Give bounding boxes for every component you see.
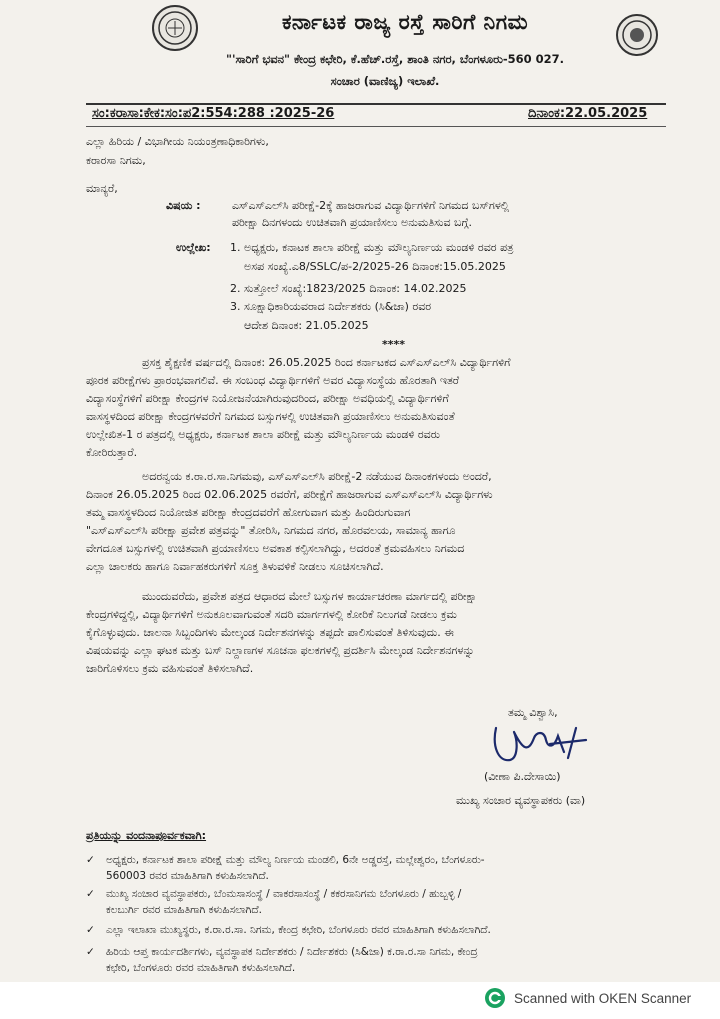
addressee-line: ಕರಾರಸಾ ನಿಗಮ,	[86, 154, 146, 167]
paragraph-line: ವಾಸಸ್ಥಳದಿಂದ ಪರೀಕ್ಷಾ ಕೇಂದ್ರಗಳವರೆಗೆ ನಿಗಮದ ಬಸ್ಸುಗಳಲ್ಲಿ ಉಚಿತವಾಗಿ ಪ್ರಯಾಣಿಸಲು ಅನುಮತಿಸುವಂತೆ	[86, 410, 455, 423]
paragraph-line: ಮುಂದುವರೆದು, ಪ್ರವೇಶ ಪತ್ರದ ಆಧಾರದ ಮೇಲೆ ಬಸ್ಸುಗಳ ಕಾರ್ಯಾಚರಣಾ ಮಾರ್ಗದಲ್ಲಿ ಪರೀಕ್ಷಾ	[142, 590, 478, 603]
paragraph-line: ಪ್ರಸಕ್ತ ಶೈಕ್ಷಣಿಕ ವರ್ಷದಲ್ಲಿ ದಿನಾಂಕ: 26.05.2025 ರಿಂದ ಕರ್ನಾಟಕದ ಎಸ್‌ಎಸ್‌ಎಲ್‌ಸಿ ವಿದ್ಯಾರ್ಥಿಗಳಿಗೆ	[142, 356, 511, 369]
copy-line: ಎಲ್ಲಾ ಇಲಾಖಾ ಮುಖ್ಯಸ್ಥರು, ಕ.ರಾ.ರ.ಸಾ. ನಿಗಮ, ಕೇಂದ್ರ ಕಛೇರಿ, ಬೆಂಗಳೂರು ರವರ ಮಾಹಿತಿಗಾಗಿ ಕಳುಹಿಸಲಾಗಿದೆ.	[106, 924, 491, 936]
paragraph-line: ಜಾರಿಗೊಳಿಸಲು ಕ್ರಮ ವಹಿಸುವಂತೆ ತಿಳಿಸಲಾಗಿದೆ.	[86, 662, 254, 675]
paragraph-line: ವೇಗದೂತ ಬಸ್ಸುಗಳಲ್ಲಿ ಉಚಿತವಾಗಿ ಪ್ರಯಾಣಿಸಲು ಅವಕಾಶ ಕಲ್ಪಿಸಲಾಗಿದ್ದು, ಅದರಂತೆ ಕ್ರಮವಹಿಸಲು ನಿಗಮದ	[86, 542, 465, 555]
paragraph-line: ದಿನಾಂಕ 26.05.2025 ರಿಂದ 02.06.2025 ರವರೆಗೆ, ಪರೀಕ್ಷೆಗೆ ಹಾಜರಾಗುವ ಎಸ್‌ಎಸ್‌ಎಲ್‌ಸಿ ವಿದ್ಯಾರ್ಥಿಗಳು	[86, 488, 493, 501]
copy-line: ಹಿರಿಯ ಆಪ್ತ ಕಾರ್ಯದರ್ಶಿಗಳು, ವ್ಯವಸ್ಥಾಪಕ ನಿರ್ದೇಶಕರು / ನಿರ್ದೇಶಕರು (ಸಿ&ಜಾ) ಕ.ರಾ.ರ.ಸಾ ನಿಗಮ, ಕೇಂದ್ರ	[106, 946, 478, 958]
copy-line: ಕಲಬುರ್ಗಿ ರವರ ಮಾಹಿತಿಗಾಗಿ ಕಳುಹಿಸಲಾಗಿದೆ.	[106, 904, 262, 916]
paragraph-line: ಉಲ್ಲೇಖಿತ-1 ರ ಪತ್ರದಲ್ಲಿ ಅಧ್ಯಕ್ಷರು, ಕರ್ನಾಟಕ ಶಾಲಾ ಪರೀಕ್ಷೆ ಮತ್ತು ಮೌಲ್ಯನಿರ್ಣಯ ಮಂಡಳಿ ರವರು	[86, 428, 441, 441]
subject-line: ಎಸ್‌ಎಸ್‌ಎಲ್‌ಸಿ ಪರೀಕ್ಷೆ-2ಕ್ಕೆ ಹಾಜರಾಗುವ ವಿದ್ಯಾರ್ಥಿಗಳಿಗೆ ನಿಗಮದ ಬಸ್‌ಗಳಲ್ಲಿ	[232, 199, 510, 212]
reference-item: 1. ಅಧ್ಯಕ್ಷರು, ಕನಾಟಕ ಶಾಲಾ ಪರೀಕ್ಷೆ ಮತ್ತು ಮೌಲ್ಯನಿರ್ಣಯ ಮಂಡಳಿ ರವರ ಪತ್ರ	[230, 241, 514, 254]
signatory-name: (ವೀಣಾ ಪಿ.ದೇಸಾಯಿ)	[484, 770, 561, 783]
paragraph-line: ಎಲ್ಲಾ ಚಾಲಕರು ಹಾಗೂ ನಿರ್ವಾಹಕರುಗಳಿಗೆ ಸೂಕ್ತ ತಿಳುವಳಿಕೆ ನೀಡಲು ಸೂಚಿಸಲಾಗಿದೆ.	[86, 560, 384, 573]
copy-line: ಕಛೇರಿ, ಬೆಂಗಳೂರು ರವರ ಮಾಹಿತಿಗಾಗಿ ಕಳುಹಿಸಲಾಗಿದೆ.	[106, 962, 296, 974]
header-divider	[86, 103, 666, 105]
letter-date: ದಿನಾಂಕ:22.05.2025	[528, 106, 648, 121]
org-section: ಸಂಚಾರ (ವಾಣಿಜ್ಯ) ಇಲಾಖೆ.	[330, 74, 440, 88]
body-paragraph	[86, 588, 666, 678]
copy-recipient	[86, 944, 686, 976]
paragraph-line: ಅದರನ್ವಯ ಕ.ರಾ.ರ.ಸಾ.ನಿಗಮವು, ಎಸ್‌ಎಸ್‌ಎಲ್‌ಸಿ ಪರೀಕ್ಷೆ-2 ನಡೆಯುವ ದಿನಾಂಕಗಳಂದು ಅಂದರೆ,	[142, 470, 492, 483]
paragraph-line: ವಿದ್ಯಾಸಂಸ್ಥೆಗಳಿಗೆ ಪರೀಕ್ಷಾ ಕೇಂದ್ರಗಳ ನಿಯೋಜನೆಯಾಗಿರುವುದರಿಂದ, ಪರೀಕ್ಷಾ ಅವಧಿಯಲ್ಲಿ ವಿದ್ಯಾರ್ಥಿಗಳಿಗೆ	[86, 392, 449, 405]
subject-line: ಪರೀಕ್ಷಾ ದಿನಗಳಂದು ಉಚಿತವಾಗಿ ಪ್ರಯಾಣಿಸಲು ಅನುಮತಿಸುವ ಬಗ್ಗೆ.	[232, 216, 473, 229]
copy-line: ಅಧ್ಯಕ್ಷರು, ಕರ್ನಾಟಕ ಶಾಲಾ ಪರೀಕ್ಷೆ ಮತ್ತು ಮೌಲ್ಯ ನಿರ್ಣಯ ಮಂಡಲಿ, 6ನೇ ಅಡ್ಡರಸ್ತೆ, ಮಲ್ಲೇಶ್ವರಂ, ಬೆಂಗಳೂರು-	[106, 854, 485, 866]
check-icon: ✓	[86, 924, 95, 936]
reference-item: ಆದೇಶ ದಿನಾಂಕ: 21.05.2025	[244, 319, 369, 332]
check-icon: ✓	[86, 946, 95, 958]
closing: ತಮ್ಮ ವಿಶ್ವಾಸಿ,	[508, 706, 558, 719]
check-icon: ✓	[86, 854, 95, 866]
paragraph-line: "ಎಸ್‌ಎಸ್‌ಎಲ್‌ಸಿ ಪರೀಕ್ಷಾ ಪ್ರವೇಶ ಪತ್ರವನ್ನು" ತೋರಿಸಿ, ನಿಗಮದ ನಗರ, ಹೊರವಲಯ, ಸಾಮಾನ್ಯ ಹಾಗೂ	[86, 524, 456, 537]
paragraph-line: ಕೋರಿರುತ್ತಾರೆ.	[86, 446, 138, 459]
reference-label: ಉಲ್ಲೇಖ:	[176, 241, 211, 254]
reference-item: 3. ಸೂಕ್ಷಾಧಿಕಾರಿಯವರಾದ ನಿರ್ದೇಶಕರು (ಸಿ&ಜಾ) ರವರ	[230, 300, 432, 313]
check-icon: ✓	[86, 888, 95, 900]
scanner-label: Scanned with OKEN Scanner	[514, 990, 692, 1006]
scanner-watermark	[484, 986, 691, 1010]
copy-line: 560003 ರವರ ಮಾಹಿತಿಗಾಗಿ ಕಳುಹಿಸಲಾಗಿದೆ.	[106, 870, 269, 882]
copy-recipient	[86, 922, 686, 938]
paragraph-line: ವಿಷಯವನ್ನು ಎಲ್ಲಾ ಘಟಕ ಮತ್ತು ಬಸ್ ನಿಲ್ದಾಣಗಳ ಸೂಚನಾ ಫಲಕಗಳಲ್ಲಿ ಪ್ರದರ್ಶಿಸಿ ಮೇಲ್ಕಂಡ ನಿರ್ದೇಶನಗಳನ್ನು	[86, 644, 475, 657]
scanner-logo-icon	[484, 987, 506, 1009]
copy-recipient	[86, 852, 686, 884]
award-emblem-icon	[616, 14, 658, 56]
signatory-designation: ಮುಖ್ಯ ಸಂಚಾರ ವ್ಯವಸ್ಥಾಪಕರು (ವಾ)	[456, 794, 586, 807]
ref-divider	[86, 126, 666, 127]
paragraph-line: ಪೂರಕ ಪರೀಕ್ಷೆಗಳು ಪ್ರಾರಂಭವಾಗಲಿವೆ. ಈ ಸಂಬಂಧ ವಿದ್ಯಾರ್ಥಿಗಳಿಗೆ ಅವರ ವಿದ್ಯಾಸಂಸ್ಥೆಯ ಹೊರತಾಗಿ ಇತರೆ	[86, 374, 460, 387]
paragraph-line: ತಮ್ಮ ವಾಸಸ್ಥಳದಿಂದ ನಿಯೋಜಿತ ಪರೀಕ್ಷಾ ಕೇಂದ್ರದವರೆಗೆ ಹೋಗುವಾಗ ಮತ್ತು ಹಿಂದಿರುಗುವಾಗ	[86, 506, 411, 519]
org-title: ಕರ್ನಾಟಕ ರಾಜ್ಯ ರಸ್ತೆ ಸಾರಿಗೆ ನಿಗಮ	[281, 10, 529, 34]
addressee-line: ಎಲ್ಲಾ ಹಿರಿಯ / ವಿಭಾಗೀಯ ನಿಯಂತ್ರಣಾಧಿಕಾರಿಗಳು,	[86, 135, 269, 148]
copy-to-title: ಪ್ರತಿಯನ್ನು ವಂದನಾಪೂರ್ವಕವಾಗಿ:	[86, 829, 207, 842]
reference-item: ಅಸಪ ಸಂಖ್ಯೆ.ಎ8/SSLC/ಪ-2/2025-26 ದಿನಾಂಕ:15.05.2025	[244, 260, 506, 273]
handwritten-signature	[488, 718, 592, 768]
body-paragraph	[86, 354, 666, 462]
reference-item: 2. ಸುತ್ತೋಲೆ ಸಂಖ್ಯೆ:1823/2025 ದಿನಾಂಕ: 14.02.2025	[230, 282, 467, 295]
paragraph-line: ಕೇಂದ್ರಗಳಿದ್ದಲ್ಲಿ, ವಿದ್ಯಾರ್ಥಿಗಳಿಗೆ ಅನುಕೂಲವಾಗುವಂತೆ ಸದರಿ ಮಾರ್ಗಗಳಲ್ಲಿ ಕೋರಿಕೆ ನಿಲುಗಡೆ ನೀಡಲು ಕ್ರಮ	[86, 608, 457, 621]
org-address: "'ಸಾರಿಗೆ ಭವನ" ಕೇಂದ್ರ ಕಛೇರಿ, ಕೆ.ಹೆಚ್.ರಸ್ತೆ, ಶಾಂತಿ ನಗರ, ಬೆಂಗಳೂರು-560 027.	[225, 52, 565, 66]
paragraph-line: ಕೈಗೊಳ್ಳುವುದು. ಚಾಲನಾ ಸಿಬ್ಬಂದಿಗಳು ಮೇಲ್ಕಂಡ ನಿರ್ದೇಶನಗಳನ್ನು ತಪ್ಪದೇ ಪಾಲಿಸುವಂತೆ ತಿಳಿಸುವುದು. ಈ	[86, 626, 454, 639]
subject-label: ವಿಷಯ :	[166, 199, 201, 212]
copy-line: ಮುಖ್ಯ ಸಂಚಾರ ವ್ಯವಸ್ಥಾಪಕರು, ಬೆಂಮಸಾಸಂಸ್ಥೆ / ವಾಕರಸಾಸಂಸ್ಥೆ / ಕಕರಸಾನಿಗಮ ಬೆಂಗಳೂರು / ಹುಬ್ಬಳ್ಳಿ /	[106, 888, 462, 900]
body-paragraph	[86, 468, 666, 576]
copy-recipient	[86, 886, 686, 918]
salutation: ಮಾನ್ಯರೆ,	[86, 182, 118, 195]
reference-number: ಸಂ:ಕರಾಸಾ:ಕೇಕ:ಸಂ:ಪ2:554:288 :2025-26	[92, 106, 335, 121]
ksrtc-emblem-icon	[152, 5, 198, 51]
separator-stars: ****	[382, 338, 406, 351]
